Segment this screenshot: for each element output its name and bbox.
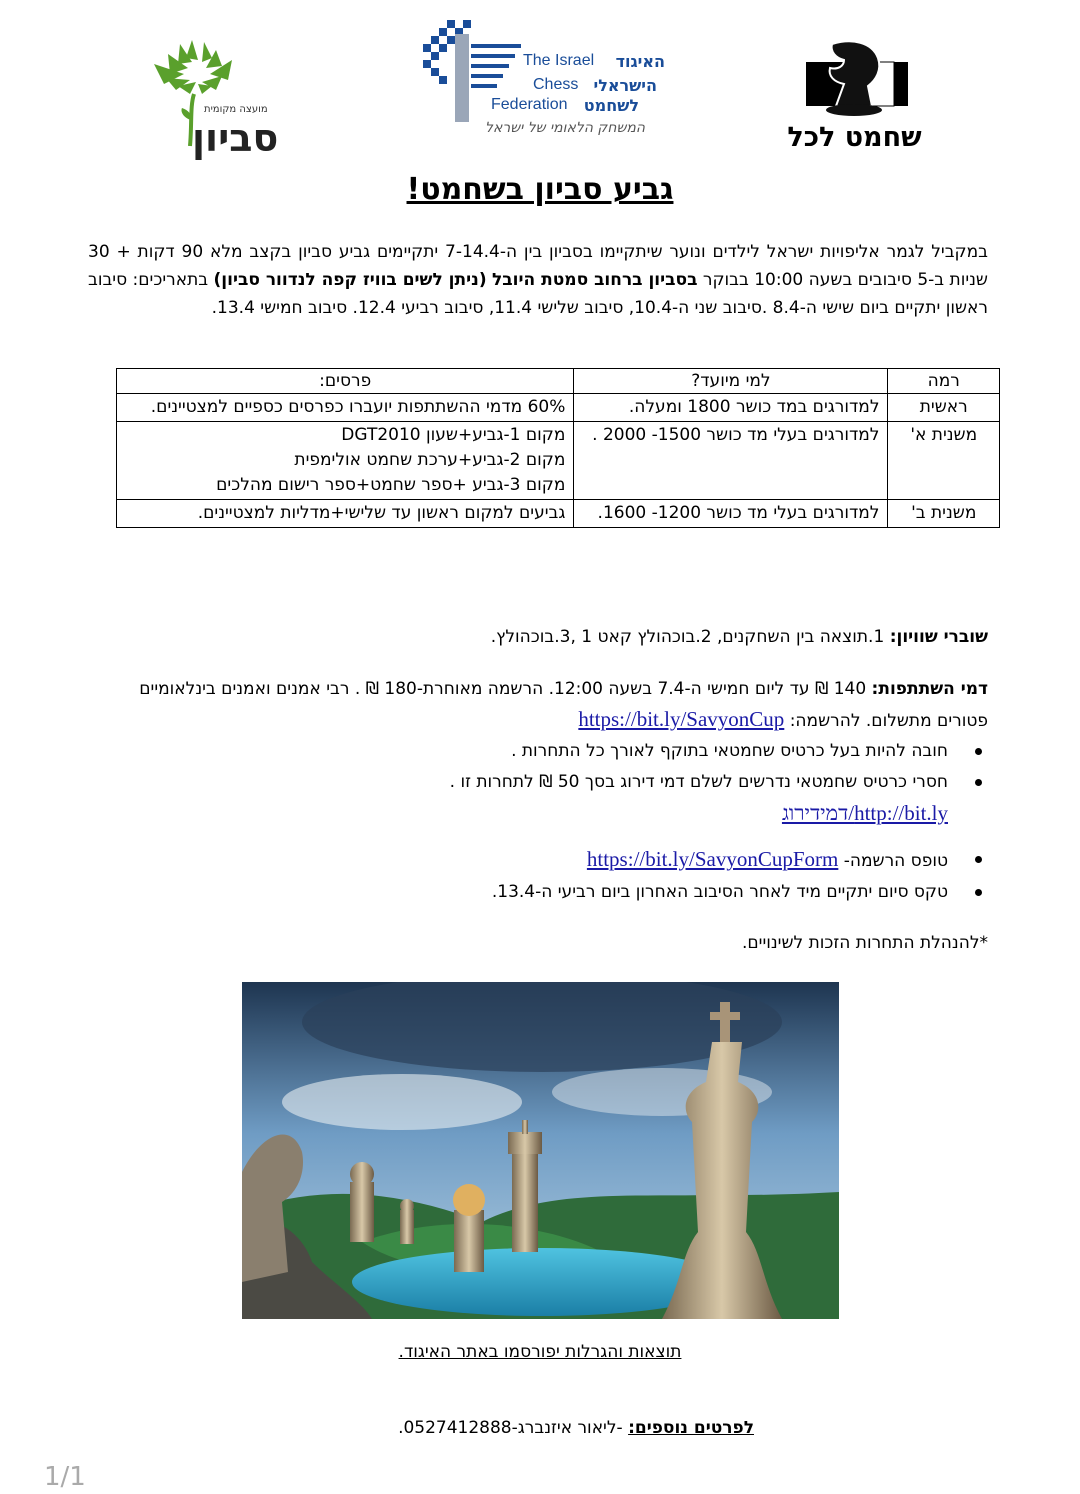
intro-part1: במקביל לגמר אליפויות ישראל לילדים ונוער שיתקיימו בסביון בין ה-7-14.4 יתקיימים גביע סביון בקצב מלא 90 דקות + 30 שניות ב-5 סיבובים בשעה 10:00 בבוקר (88, 242, 988, 290)
contact-text: -ליאור איזנברג-0527412888. (398, 1418, 629, 1438)
level-cell: ראשית (888, 394, 1000, 422)
changes-note: *להנהלת התחרות הזכות לשינויים. (741, 933, 988, 953)
who-cell: למדורגים בעלי מד כושר 1500- 2000 . (574, 422, 888, 500)
federation-en-line3: Federation (491, 96, 568, 113)
savyon-logo-name: סביון (192, 116, 279, 160)
list-item (68, 844, 948, 877)
chess-fantasy-image (242, 982, 839, 1319)
prize-line: גביעים למקום ראשון עד שלישי+מדליות למצטיינים. (197, 503, 566, 523)
intro-paragraph (88, 238, 988, 322)
federation-he-line2: הישראלי (593, 76, 657, 95)
page-title: גביע סביון בשחמט! (406, 172, 674, 207)
who-cell: למדורגים בעלי מד כושר 1200- 1600. (574, 500, 888, 528)
tiebreaks-text: 1.תוצאה בין השחקנים, 2.בוכהולץ קאט 1 ,3.בוכהולץ. (490, 627, 890, 647)
intro-venue: בסביון ברחוב סמטת היובל (492, 270, 698, 290)
list-item (68, 767, 948, 831)
header-who: למי מיועד? (574, 369, 888, 394)
federation-he-line1: האיגוד (615, 52, 665, 71)
prize-line: 60% מדמי ההשתתפות יועברו כפרסים כספיים למצטיינים. (150, 397, 566, 417)
table-row (117, 500, 1000, 528)
list-item: חובה להיות בעל כרטיס שחמטאי בתוקף לאורך כל התחרות . (68, 736, 948, 767)
federation-en-line2: Chess (533, 76, 579, 93)
registration-form-text: טופס הרשמה- (838, 851, 948, 871)
prizes-cell (117, 500, 574, 528)
federation-he-line3: לשחמט (583, 96, 639, 115)
contact-line (398, 1418, 754, 1438)
contact-label: לפרטים נוספים: (628, 1418, 754, 1438)
knight-icon (772, 36, 937, 122)
tiebreaks-label: שוברי שוויון: (889, 627, 988, 647)
federation-tagline: המשחק הלאומי של ישראל (485, 120, 646, 136)
prize-line: מקום 1-גביע+שעון DGT2010 (341, 425, 566, 445)
table-row (117, 394, 1000, 422)
table-header-row (117, 369, 1000, 394)
header-prizes: פרסים: (117, 369, 574, 394)
registration-link[interactable]: https://bit.ly/SavyonCup (578, 707, 785, 731)
levels-table (116, 368, 1000, 528)
rules-list (68, 736, 988, 831)
fees (88, 674, 988, 736)
federation-en-line1: The Israel (523, 52, 595, 69)
intro-coffee-note: (ניתן לשים בוויז קפה לנדוור סביון) (213, 270, 487, 290)
prize-line: מקום 3-גביע +ספר שחמט+ספר רישום מהלכים (216, 475, 566, 495)
chess-for-all-logo (772, 36, 937, 154)
savyon-logo (140, 28, 280, 160)
prize-line: מקום 2-גביע+ערכת שחמט אולימפית (294, 450, 566, 470)
fees-label: דמי השתתפות: (871, 679, 988, 699)
header-level: רמה (888, 369, 1000, 394)
intro-part3: בתאריכים: סיבוב ראשון יתקיים ביום שישי ה-8.4 .סיבוב שני ה-10.4, סיבוב שלישי 11.4, סיבוב רביעי 12.4. סיבוב חמישי 13.4. (88, 270, 988, 318)
results-note: תוצאות והגרלות יפורסמו באתר האיגוד. (398, 1342, 682, 1362)
rating-fee-text: חסרי כרטיס שחמטאי נדרשים לשלם דמי דירוג בסך 50 ₪ לתחרות זו . (449, 772, 948, 792)
savyon-logo-subtitle: מועצה מקומית (204, 104, 268, 115)
prizes-cell (117, 422, 574, 500)
page-indicator: 1/1 (44, 1462, 86, 1492)
prizes-cell (117, 394, 574, 422)
level-cell: משנית ב' (888, 500, 1000, 528)
table-row (117, 422, 1000, 500)
level-cell: משנית א' (888, 422, 1000, 500)
registration-form-link[interactable]: https://bit.ly/SavyonCupForm (586, 847, 839, 871)
list-item: טקס סיום יתקיים מיד לאחר הסיבוב האחרון ביום רביעי ה-13.4. (68, 877, 948, 908)
who-cell: למדורגים במד כושר 1800 ומעלה. (574, 394, 888, 422)
rating-fee-link[interactable]: http://bit.ly/דמידירוג (781, 801, 948, 825)
tiebreaks (88, 622, 988, 652)
israel-chess-federation-logo (415, 14, 675, 144)
fees-text: 140 ₪ עד ליום חמישי ה-7.4 בשעה 12:00. הרשמה מאוחרת-180 ₪ . רבי אמנים ואמנים בינלאומיים פטורים מתשלום. להרשמה: (139, 679, 988, 731)
rules-list-2 (68, 844, 988, 908)
chess-for-all-name: שחמט לכל (787, 122, 922, 153)
